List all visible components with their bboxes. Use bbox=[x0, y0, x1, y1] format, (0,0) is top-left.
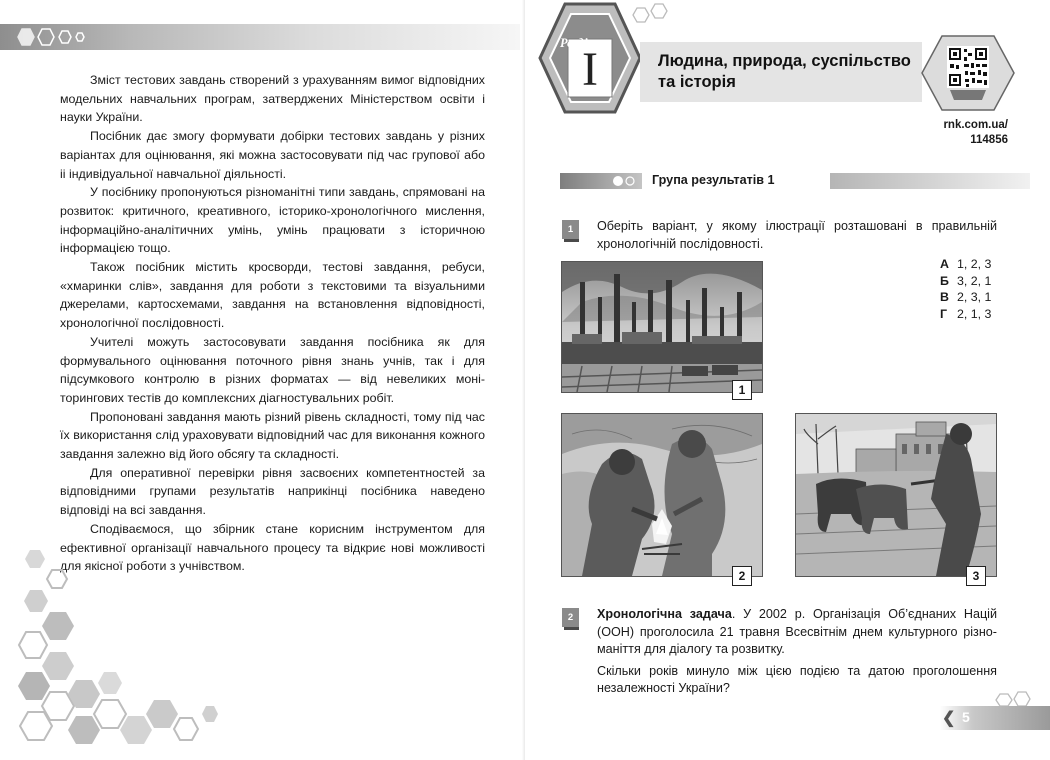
paragraph: Посібник дає змогу формувати добірки тестових завдань у різних варіантах для оцінювання, які можна застосовувати під час групової або іі індивідуальної навчальної діяльності. bbox=[60, 129, 485, 181]
paragraph: Зміст тестових завдань створений з урахуванням вимог відповідних модельних навчальних програм, затверджених Міністерством освіти і науки України. bbox=[60, 73, 485, 125]
task-number-1: 1 bbox=[562, 220, 579, 239]
section-number: I bbox=[582, 43, 598, 96]
option-g[interactable] bbox=[940, 306, 991, 323]
paragraph: Пропоновані завдання мають різний рівень складності, тому під час їх використання слід ураховувати відповідний час для виконання кожного завдання залежно від його обсягу та складності. bbox=[60, 409, 485, 462]
paragraph: Сподіваємося, що збірник стане корисним інструментом для ефективної організації навчального процесу та відкриє нові можливості для якісної роботи з учнівством. bbox=[60, 521, 485, 574]
group-title: Група результатів 1 bbox=[652, 173, 775, 187]
task1-options bbox=[940, 256, 991, 322]
task-number-2: 2 bbox=[562, 608, 579, 627]
option-a[interactable] bbox=[940, 256, 991, 273]
illustration-prehistoric bbox=[561, 413, 763, 577]
task2-text bbox=[597, 606, 997, 659]
hexagon-dots-icon bbox=[990, 688, 1050, 708]
page-number: 5 bbox=[962, 709, 970, 725]
paragraph: У посібнику пропонуються різноманітні типи завдань, спрямовані на розвиток: критичного, креативного, історико-хронологічного мислення, інформаційно-аналітичних умінь, умінь працювати з історичною інформацією тощо. bbox=[60, 185, 485, 256]
online-resource-link[interactable] bbox=[930, 118, 1008, 148]
option-value: 1, 2, 3 bbox=[957, 257, 992, 271]
option-value: 2, 1, 3 bbox=[957, 306, 992, 321]
chapter-title: Людина, природа, суспільство та історія bbox=[658, 52, 911, 91]
farmer-oxen-image bbox=[796, 414, 996, 576]
paragraph: Також посібник містить кросворди, тестові завдання, ребуси, «хмаринки слів», завдання для роботи з текстовими та візуальними джерелами, картосхемами, завдання на встановлення відповідності, хронологічної послідовності. bbox=[60, 260, 485, 331]
illustration-ancient-farming bbox=[795, 413, 997, 577]
option-v[interactable] bbox=[940, 289, 991, 306]
image-label-2: 2 bbox=[732, 566, 752, 586]
page-number-tab bbox=[940, 706, 1050, 730]
header-ribbon-left bbox=[0, 24, 520, 50]
option-value: 2, 3, 1 bbox=[957, 290, 992, 305]
intro-text bbox=[60, 71, 485, 576]
task2-question-text: Скільки років минуло між цією подією та датою проголошення незалежності України? bbox=[597, 663, 997, 695]
qr-code-badge[interactable] bbox=[920, 34, 1016, 117]
image-label-1: 1 bbox=[732, 380, 752, 400]
paragraph: Учителі можуть застосовувати завдання посібника як для формувального оцінювання поточного рівня знань учнів, так і для підсумкового контролю в різних форматах — від невеликих моніторингових тестів до комплексних діагностувальних робіт. bbox=[60, 334, 485, 405]
chapter-title-box bbox=[640, 42, 922, 102]
task2-lead: Хронологічна задача bbox=[597, 607, 732, 621]
hexagon-dots-icon bbox=[10, 26, 120, 48]
option-value: 3, 2, 1 bbox=[957, 273, 992, 288]
group-bar-right bbox=[830, 173, 1030, 189]
paragraph: Для оперативної перевірки рівня засвоєних компетентностей за відповідними групами результатів наприкінці посібника наведено відповіді на всі завдання. bbox=[60, 465, 485, 518]
option-b[interactable] bbox=[940, 273, 991, 290]
task1-question bbox=[597, 218, 997, 253]
option-letter: В bbox=[940, 290, 949, 305]
option-letter: Г bbox=[940, 306, 948, 321]
task1-text: Оберіть варіант, у якому ілюстрації розташовані в правильній хронологічній послідовності. bbox=[597, 219, 997, 251]
chapter-badge bbox=[535, 0, 645, 125]
hexagon-dots-icon bbox=[560, 173, 642, 189]
group-bar-left bbox=[560, 173, 642, 189]
option-letter: А bbox=[940, 257, 949, 271]
link-number: 114856 bbox=[970, 134, 1008, 146]
cave-people-fire-image bbox=[562, 414, 762, 576]
illustration-industry bbox=[561, 261, 763, 393]
link-line: rnk.com.ua/ bbox=[943, 119, 1008, 131]
chevron-left-icon: ❮ bbox=[942, 710, 956, 727]
task2-statement: . У 2002 р. Організація Об’єднаних Націй (ООН) проголосила 21 травня Всесвітнім днем культурного різноманіття для діалогу та розвитку. bbox=[597, 607, 997, 656]
results-group-header bbox=[560, 170, 1030, 192]
image-label-3: 3 bbox=[966, 566, 986, 586]
hexagon-pattern-decoration bbox=[10, 540, 230, 750]
task2-question bbox=[597, 606, 997, 698]
section-label: Розділ bbox=[560, 36, 595, 50]
qr-code-icon bbox=[920, 34, 1016, 112]
factory-chimneys-image bbox=[562, 262, 762, 392]
option-letter: Б bbox=[940, 273, 949, 288]
